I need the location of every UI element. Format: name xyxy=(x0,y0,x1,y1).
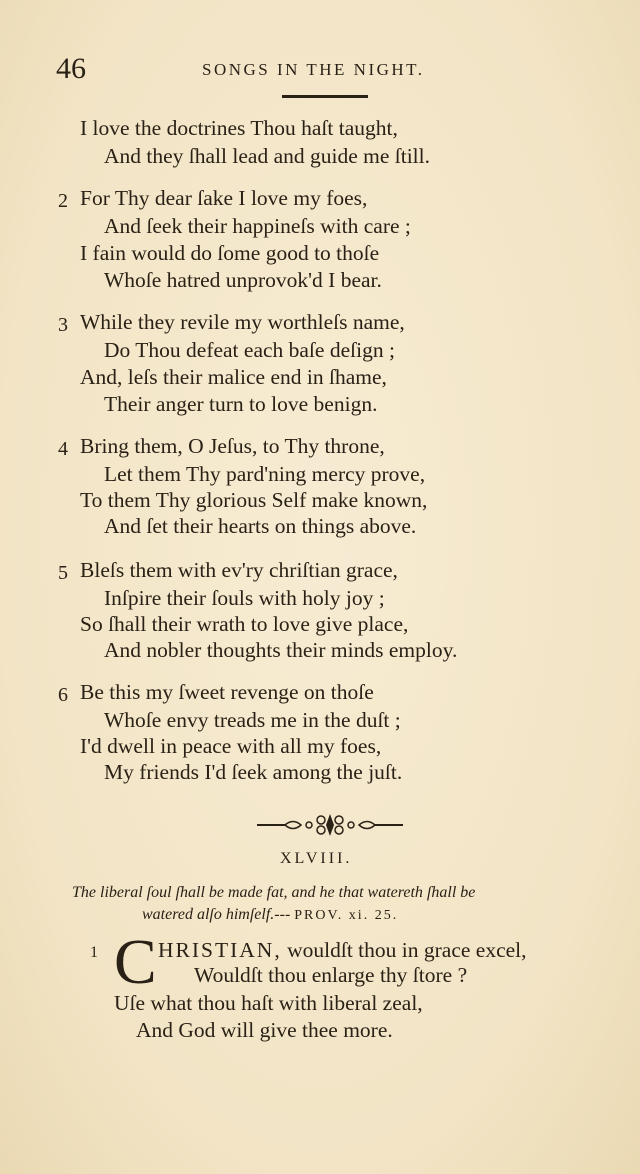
verse-line: So ſhall their wrath to love give place, xyxy=(80,612,409,636)
verse-line: My friends I'd ſeek among the juſt. xyxy=(104,760,403,784)
verse-line: Whoſe hatred unprovok'd I bear. xyxy=(104,268,382,292)
epigraph-line-2 xyxy=(142,906,398,924)
page-number: 46 xyxy=(56,52,86,85)
verse-line: Bleſs them with ev'ry chriſtian grace, xyxy=(80,558,398,582)
stanza-number: 4 xyxy=(58,438,68,460)
page-header xyxy=(0,52,640,92)
verse-line: Do Thou defeat each baſe deſign ; xyxy=(104,338,395,362)
drop-cap: C xyxy=(114,926,157,997)
hymn-number: XLVIII. xyxy=(280,850,353,867)
verse-line: Inſpire their ſouls with holy joy ; xyxy=(104,586,385,610)
scripture-reference: PROV. xi. 25. xyxy=(294,908,399,923)
verse-text: wouldſt thou in grace excel, xyxy=(287,938,527,962)
header-rule xyxy=(282,95,368,98)
verse-line: Let them Thy pard'ning mercy prove, xyxy=(104,462,426,486)
stanza-number: 2 xyxy=(58,190,68,212)
verse-line: I fain would do ſome good to thoſe xyxy=(80,241,380,265)
epigraph-text: watered alſo himſelf.--- xyxy=(142,906,291,923)
verse-line: Wouldſt thou enlarge thy ſtore ? xyxy=(194,963,468,987)
verse-line: Whoſe envy treads me in the duſt ; xyxy=(104,708,401,732)
verse-line: Bring them, O Jeſus, to Thy throne, xyxy=(80,434,385,458)
stanza-number: 5 xyxy=(58,562,68,584)
verse-line: To them Thy glorious Self make known, xyxy=(80,488,428,512)
stanza-number: 6 xyxy=(58,684,68,706)
stanza-number: 1 xyxy=(90,944,98,961)
verse-line: And they ſhall lead and guide me ſtill. xyxy=(104,144,431,168)
verse-line: And God will give thee more. xyxy=(136,1018,393,1042)
epigraph-line: The liberal ſoul ſhall be made fat, and he that watereth ſhall be xyxy=(72,884,476,901)
verse-line: While they revile my worthleſs name, xyxy=(80,310,405,334)
verse-line: Uſe what thou haſt with liberal zeal, xyxy=(114,991,423,1015)
verse-line: And ſeek their happineſs with care ; xyxy=(104,214,411,238)
verse-line: For Thy dear ſake I love my foes, xyxy=(80,186,368,210)
verse-line: I'd dwell in peace with all my foes, xyxy=(80,734,382,758)
verse-line: I love the doctrines Thou haſt taught, xyxy=(80,116,398,140)
stanza-number: 3 xyxy=(58,314,68,336)
verse-line: And nobler thoughts their minds employ. xyxy=(104,638,458,662)
verse-line: And ſet their hearts on things above. xyxy=(104,514,417,538)
verse-line: Their anger turn to love benign. xyxy=(104,392,378,416)
verse-line: Be this my ſweet revenge on thoſe xyxy=(80,680,374,704)
running-head: SONGS IN THE NIGHT. xyxy=(202,60,425,79)
verse-line xyxy=(158,938,527,963)
verse-caps: HRISTIAN, xyxy=(158,938,282,962)
fleuron-ornament-icon xyxy=(255,810,405,840)
verse-line: And, leſs their malice end in ſhame, xyxy=(80,365,387,389)
